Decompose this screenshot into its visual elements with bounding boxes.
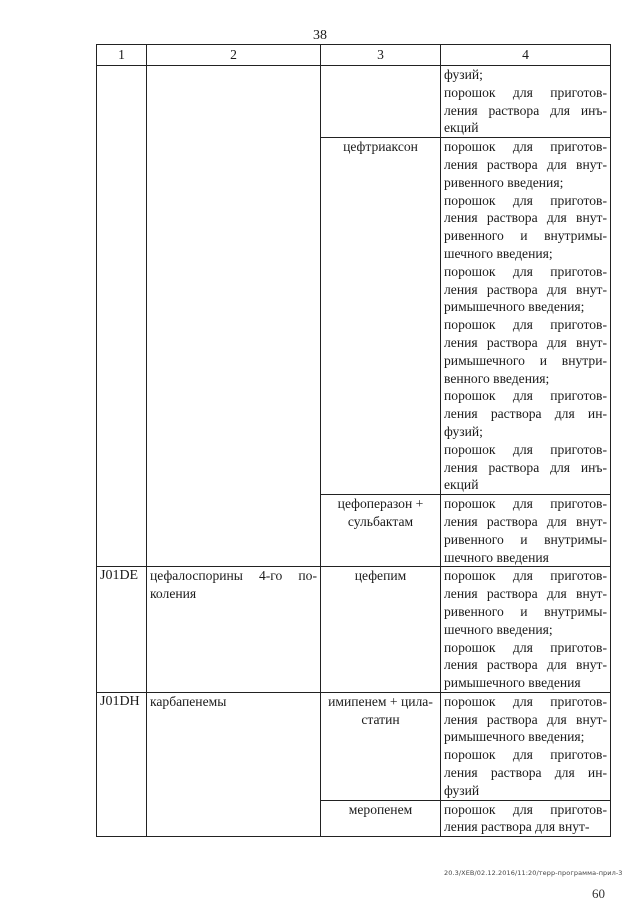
drug-group-cell: карбапенемы <box>147 692 321 836</box>
dosage-form-item: порошок для приготов-ления раствора для внут-римышечного введения <box>444 639 607 691</box>
dosage-forms-cell <box>441 692 611 800</box>
header-col-2: 2 <box>147 45 321 66</box>
drug-name-cell: цефтриаксон <box>321 138 441 495</box>
header-col-3: 3 <box>321 45 441 66</box>
table-row <box>97 66 611 138</box>
header-col-4: 4 <box>441 45 611 66</box>
drug-group-cell <box>147 66 321 567</box>
dosage-form-item: порошок для приготов-ления раствора для инъ-екций <box>444 84 607 136</box>
atc-code-cell: J01DH <box>97 692 147 836</box>
dosage-form-item: фузий; <box>444 67 483 82</box>
dosage-form-item: порошок для приготов-ления раствора для ин-фузий; <box>444 388 607 439</box>
dosage-form-item: порошок для приготов-ления раствора для внут-ривенного и внутримы-шечного введения <box>444 496 607 565</box>
dosage-form-item: порошок для приготов-ления раствора для инъ-екций <box>444 441 607 493</box>
table-header-row <box>97 45 611 66</box>
drug-name-cell: имипенем + цила-статин <box>321 692 441 800</box>
dosage-form-item: порошок для приготов-ления раствора для внут-римышечного введения; <box>444 263 607 315</box>
header-col-1: 1 <box>97 45 147 66</box>
dosage-form-item: порошок для приготов-ления раствора для внут-римышечного и внутри-венного введения; <box>444 317 607 386</box>
dosage-form-item: порошок для приготов-ления раствора для внут-ривенного и внутримы-шечного введения; <box>444 192 607 261</box>
dosage-forms-cell <box>441 800 611 837</box>
drug-name-cell: цефоперазон + сульбактам <box>321 495 441 567</box>
dosage-form-item: порошок для приготов-ления раствора для внут-ривенного и внутримы-шечного введения; <box>444 568 607 637</box>
drug-name-cell: цефепим <box>321 567 441 693</box>
document-footer-code: 20.3/ХЕВ/02.12.2016/11:20/терр-программа-прил-3 <box>444 869 623 877</box>
page-number: 38 <box>313 28 327 43</box>
atc-code-cell: J01DE <box>97 567 147 693</box>
drug-name-cell <box>321 66 441 138</box>
dosage-form-item: порошок для приготов-ления раствора для внут-римышечного введения; <box>444 693 607 745</box>
atc-code-cell <box>97 66 147 567</box>
dosage-forms-cell <box>441 567 611 693</box>
dosage-forms-cell <box>441 66 611 138</box>
drug-group-cell: цефалоспорины 4-го по-коления <box>147 567 321 693</box>
dosage-form-item: порошок для приготов-ления раствора для внут- <box>444 801 607 835</box>
drug-name-cell: меропенем <box>321 800 441 837</box>
dosage-form-item: порошок для приготов-ления раствора для ин-фузий <box>444 747 607 798</box>
table-row <box>97 567 611 693</box>
dosage-forms-cell <box>441 138 611 495</box>
dosage-forms-cell <box>441 495 611 567</box>
drug-table <box>96 44 611 837</box>
corner-page-number: 60 <box>592 886 605 901</box>
dosage-form-item: порошок для приготов-ления раствора для внут-ривенного введения; <box>444 139 607 190</box>
table-row <box>97 692 611 800</box>
